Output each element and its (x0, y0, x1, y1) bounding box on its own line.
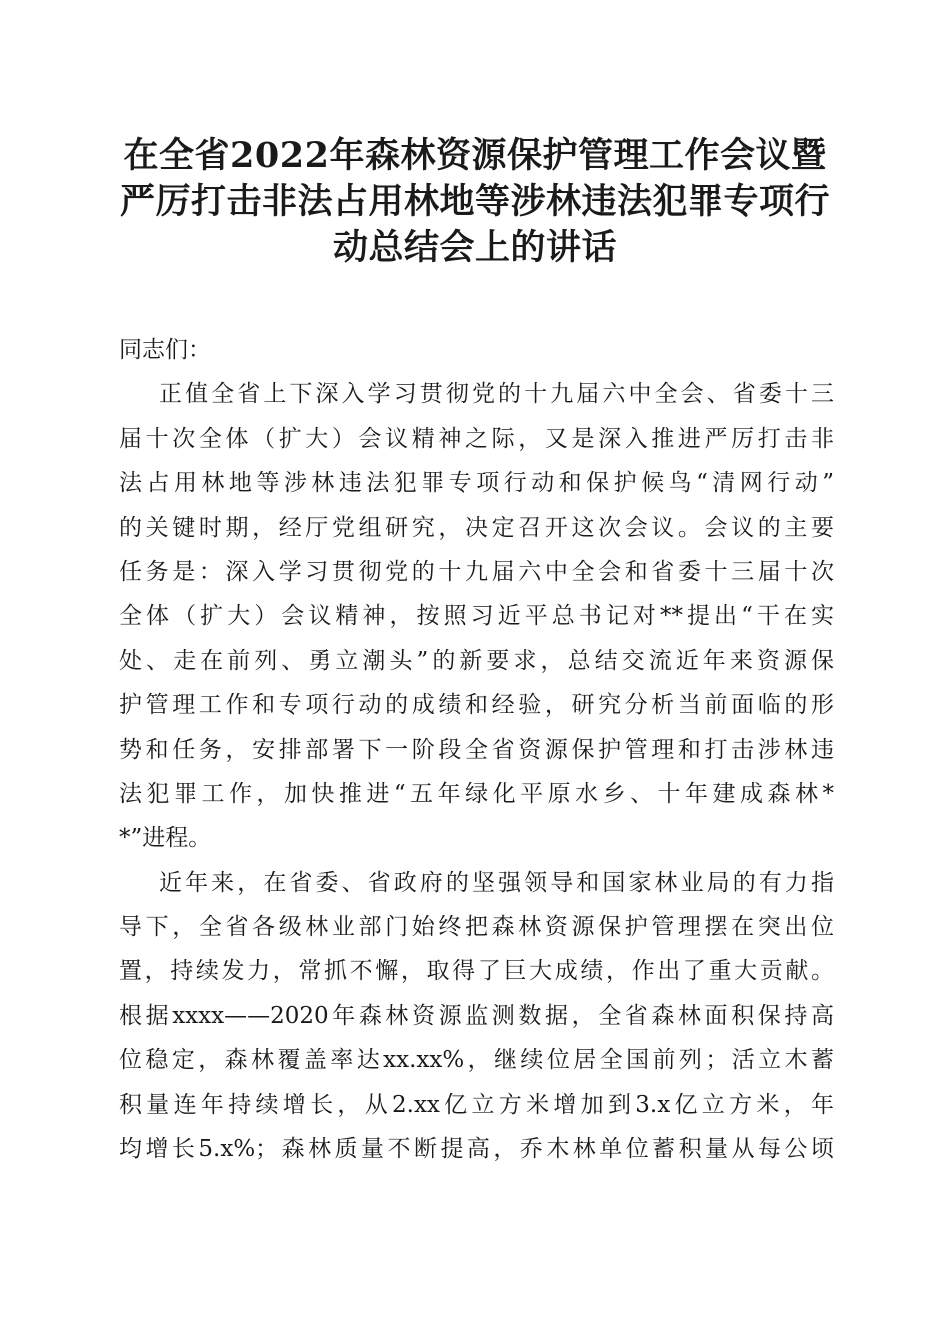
paragraph-line: 势和任务，安排部署下一阶段全省资源保护管理和打击涉林违 (119, 736, 834, 763)
paragraph-line: 导下，全省各级林业部门始终把森林资源保护管理摆在突出位 (119, 914, 834, 941)
paragraph-line: 积量连年持续增长，从2.xx亿立方米增加到3.x亿立方米，年 (119, 1091, 834, 1118)
paragraph-line: 正值全省上下深入学习贯彻党的十九届六中全会、省委十三 (159, 381, 834, 408)
paragraph-line: 任务是：深入学习贯彻党的十九届六中全会和省委十三届十次 (119, 558, 834, 585)
paragraph-line: 根据xxxx——2020年森林资源监测数据，全省森林面积保持高 (119, 1002, 834, 1029)
paragraph-line: 处、走在前列、勇立潮头”的新要求，总结交流近年来资源保 (119, 647, 834, 674)
paragraph-line: 护管理工作和专项行动的成绩和经验，研究分析当前面临的形 (119, 692, 834, 719)
paragraph-line: 位稳定，森林覆盖率达xx.xx%，继续位居全国前列；活立木蓄 (119, 1047, 834, 1074)
paragraph-line: 届十次全体（扩大）会议精神之际，又是深入推进严厉打击非 (119, 425, 834, 452)
paragraph-line: *”进程。 (119, 825, 212, 852)
title-line: 在全省2022年森林资源保护管理工作会议暨 (123, 135, 827, 176)
paragraph-line: 全体（扩大）会议精神，按照习近平总书记对**提出“干在实 (119, 603, 834, 630)
document-title (110, 133, 840, 271)
paragraph-line: 的关键时期，经厅党组研究，决定召开这次会议。会议的主要 (119, 514, 834, 541)
title-line: 严厉打击非法占用林地等涉林违法犯罪专项行 (119, 181, 830, 222)
paragraph-line: 近年来，在省委、省政府的坚强领导和国家林业局的有力指 (159, 869, 834, 896)
title-line: 动总结会上的讲话 (332, 227, 617, 268)
paragraph-1 (119, 372, 834, 860)
paragraph-line: 均增长5.x%；森林质量不断提高，乔木林单位蓄积量从每公顷 (119, 1136, 834, 1163)
paragraph-line: 法犯罪工作，加快推进“五年绿化平原水乡、十年建成森林* (119, 780, 834, 807)
document-body (119, 328, 834, 1171)
paragraph-line: 法占用林地等涉林违法犯罪专项行动和保护候鸟“清网行动” (119, 470, 834, 497)
salutation: 同志们： (119, 337, 211, 363)
paragraph-2 (119, 861, 834, 1172)
paragraph-line: 置，持续发力，常抓不懈，取得了巨大成绩，作出了重大贡献。 (119, 958, 834, 985)
